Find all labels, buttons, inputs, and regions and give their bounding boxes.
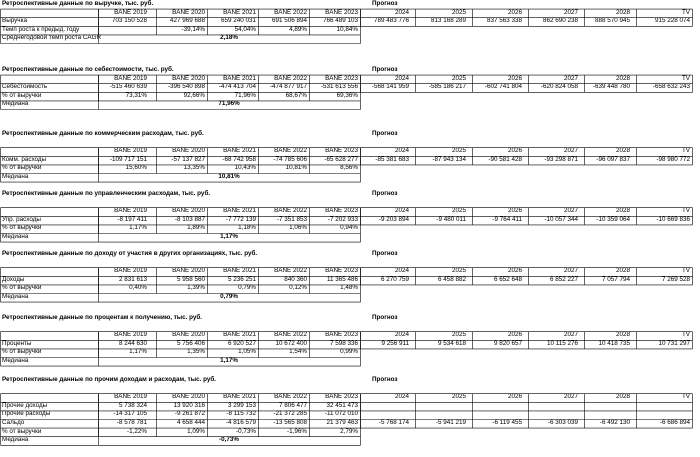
data-cell[interactable]: 3 299 153 bbox=[227, 401, 256, 409]
data-cell[interactable]: 1,48% bbox=[340, 284, 358, 292]
data-cell[interactable]: 5 958 560 bbox=[176, 275, 205, 283]
row-label[interactable]: % от выручки bbox=[2, 427, 42, 435]
forecast-header-tv[interactable]: TV bbox=[681, 207, 690, 215]
forecast-header-2027[interactable]: 2027 bbox=[563, 331, 578, 339]
forecast-cell[interactable]: -10 669 836 bbox=[656, 215, 690, 223]
forecast-header-2024[interactable]: 2024 bbox=[394, 331, 409, 339]
data-cell[interactable]: -57 137 827 bbox=[171, 155, 205, 163]
forecast-header-2024[interactable]: 2024 bbox=[394, 267, 409, 275]
data-cell[interactable]: 13,35% bbox=[183, 164, 205, 172]
data-cell[interactable]: -7 772 139 bbox=[225, 215, 256, 223]
year-header-bane-2021[interactable]: BANE 2021 bbox=[223, 267, 256, 275]
data-cell[interactable]: 0,40% bbox=[129, 284, 147, 292]
table-row bbox=[0, 224, 700, 233]
row-label[interactable]: Медиана bbox=[2, 293, 29, 300]
table-row bbox=[0, 26, 700, 35]
row-label[interactable]: Прочие доходы bbox=[2, 401, 48, 409]
forecast-cell[interactable]: 7 057 794 bbox=[601, 275, 630, 283]
data-cell[interactable]: -14 317 105 bbox=[113, 410, 147, 418]
data-cell[interactable] bbox=[98, 26, 149, 35]
median-value[interactable]: 1,17% bbox=[220, 357, 238, 364]
forecast-header-2025[interactable]: 2025 bbox=[451, 267, 466, 275]
forecast-label: Прогноз bbox=[372, 0, 398, 7]
data-cell[interactable]: 32 451 473 bbox=[326, 401, 358, 409]
row-label[interactable]: Доходы bbox=[2, 275, 25, 283]
data-cell[interactable]: -68 742 958 bbox=[222, 155, 256, 163]
forecast-header-2028[interactable]: 2028 bbox=[615, 331, 630, 339]
row-label[interactable]: Медиана bbox=[2, 436, 29, 444]
year-header-bane-2022[interactable]: BANE 2022 bbox=[274, 147, 307, 155]
table-row bbox=[0, 164, 700, 173]
section-6 bbox=[0, 314, 700, 372]
data-cell[interactable]: -8 578 781 bbox=[116, 419, 147, 426]
year-header-bane-2019[interactable]: BANE 2019 bbox=[114, 267, 147, 275]
data-cell[interactable]: -8 115 732 bbox=[226, 410, 256, 418]
table-row bbox=[0, 293, 700, 302]
header-row bbox=[0, 147, 700, 156]
forecast-header-2027[interactable]: 2027 bbox=[563, 74, 578, 82]
data-cell[interactable]: 703 150 528 bbox=[111, 17, 147, 25]
year-header-bane-2022[interactable]: BANE 2022 bbox=[274, 207, 307, 215]
year-header-bane-2023[interactable]: BANE 2023 bbox=[325, 331, 358, 339]
forecast-cell[interactable]: -90 581 428 bbox=[488, 155, 522, 163]
table-row bbox=[0, 17, 700, 26]
year-header-bane-2023[interactable]: BANE 2023 bbox=[325, 207, 358, 215]
forecast-cell[interactable]: -6 492 130 bbox=[599, 419, 630, 426]
data-cell[interactable]: -39,14% bbox=[181, 25, 205, 33]
data-cell[interactable]: 8 244 630 bbox=[118, 339, 147, 347]
year-header-bane-2020[interactable]: BANE 2020 bbox=[172, 207, 205, 215]
table-row bbox=[0, 436, 700, 445]
forecast-header-tv[interactable]: TV bbox=[681, 331, 690, 339]
row-label[interactable]: Комм. расходы bbox=[2, 155, 47, 163]
year-header-bane-2019[interactable]: BANE 2019 bbox=[114, 207, 147, 215]
row-label[interactable]: Медиана bbox=[2, 100, 29, 108]
data-cell[interactable]: -1,22% bbox=[127, 427, 147, 435]
forecast-header-2028[interactable]: 2028 bbox=[615, 147, 630, 155]
forecast-header-2028[interactable]: 2028 bbox=[615, 267, 630, 275]
row-label[interactable]: Прочие расходы bbox=[2, 410, 51, 418]
data-cell[interactable]: 73,31% bbox=[125, 91, 147, 99]
forecast-cell[interactable]: 7 269 528 bbox=[661, 275, 690, 283]
table-row bbox=[0, 216, 700, 225]
section-title: Ретроспективные данные по прочим доходам и расходам, тыс. руб. bbox=[2, 376, 217, 383]
forecast-cell[interactable]: -602 741 804 bbox=[484, 83, 522, 91]
forecast-cell[interactable]: -658 632 243 bbox=[652, 83, 690, 91]
forecast-header-2027[interactable]: 2027 bbox=[563, 8, 578, 16]
year-header-bane-2019[interactable]: BANE 2019 bbox=[114, 147, 147, 155]
table-row bbox=[0, 92, 700, 101]
data-cell[interactable]: 427 969 688 bbox=[169, 17, 205, 25]
forecast-cell[interactable]: -6 686 894 bbox=[659, 419, 690, 426]
data-cell[interactable]: -1,96% bbox=[287, 427, 307, 435]
row-label[interactable]: Медиана bbox=[2, 233, 29, 240]
forecast-cell[interactable]: 789 483 776 bbox=[373, 17, 409, 25]
forecast-label: Прогноз bbox=[372, 376, 398, 383]
data-cell[interactable]: -7 202 933 bbox=[327, 215, 358, 223]
forecast-cell[interactable]: 6 270 759 bbox=[380, 275, 409, 283]
forecast-cell[interactable]: -585 186 217 bbox=[428, 83, 466, 91]
forecast-label: Прогноз bbox=[372, 314, 398, 321]
year-header-bane-2021[interactable]: BANE 2021 bbox=[223, 393, 256, 401]
forecast-header-2025[interactable]: 2025 bbox=[451, 207, 466, 215]
data-cell[interactable]: 659 240 031 bbox=[220, 17, 256, 25]
section-3 bbox=[0, 130, 700, 188]
data-cell[interactable]: -9 261 872 bbox=[174, 410, 205, 418]
forecast-header-2026[interactable]: 2026 bbox=[507, 207, 522, 215]
table-row bbox=[0, 83, 700, 92]
table-row bbox=[0, 402, 700, 411]
row-label[interactable]: Сальдо bbox=[2, 419, 25, 426]
data-cell[interactable]: 1,06% bbox=[289, 224, 307, 232]
table-row bbox=[0, 340, 700, 349]
row-label[interactable]: % от выручки bbox=[2, 224, 42, 232]
data-cell[interactable]: 10,43% bbox=[234, 164, 256, 172]
header-row bbox=[0, 207, 700, 216]
forecast-header-2025[interactable]: 2025 bbox=[451, 8, 466, 16]
section-title: Ретроспективные данные по выручке, тыс. руб. bbox=[2, 0, 154, 7]
data-cell[interactable]: 1,35% bbox=[187, 348, 205, 356]
year-header-bane-2023[interactable]: BANE 2023 bbox=[325, 147, 358, 155]
year-header-bane-2020[interactable]: BANE 2020 bbox=[172, 147, 205, 155]
header-row bbox=[0, 393, 700, 402]
data-cell[interactable]: 7 806 477 bbox=[278, 401, 307, 409]
forecast-header-2024[interactable]: 2024 bbox=[394, 74, 409, 82]
year-header-bane-2023[interactable]: BANE 2023 bbox=[325, 74, 358, 82]
forecast-cell[interactable]: -85 381 683 bbox=[375, 155, 409, 163]
forecast-cell[interactable]: -9 764 411 bbox=[492, 215, 522, 223]
forecast-header-tv[interactable]: TV bbox=[681, 393, 690, 401]
forecast-cell[interactable]: -96 097 837 bbox=[596, 155, 630, 163]
data-cell[interactable]: -74 785 606 bbox=[273, 155, 307, 163]
data-cell[interactable]: -21 372 285 bbox=[273, 410, 307, 418]
forecast-header-tv[interactable]: TV bbox=[681, 8, 690, 16]
data-cell[interactable]: 1,39% bbox=[187, 284, 205, 292]
year-header-bane-2021[interactable]: BANE 2021 bbox=[223, 207, 256, 215]
forecast-cell[interactable]: 9 256 911 bbox=[381, 339, 409, 347]
forecast-header-2027[interactable]: 2027 bbox=[563, 393, 578, 401]
year-header-bane-2022[interactable]: BANE 2022 bbox=[274, 267, 307, 275]
median-value[interactable]: 1,17% bbox=[220, 233, 238, 240]
forecast-label: Прогноз bbox=[372, 66, 398, 73]
section-1 bbox=[0, 0, 700, 49]
table-row bbox=[0, 428, 700, 437]
year-header-bane-2021[interactable]: BANE 2021 bbox=[223, 147, 256, 155]
data-cell[interactable]: 71,96% bbox=[234, 91, 256, 99]
section-title: Ретроспективные данные по себестоимости, тыс. руб. bbox=[2, 66, 174, 73]
table-row bbox=[0, 276, 700, 285]
data-cell[interactable]: 840 360 bbox=[284, 275, 307, 283]
forecast-header-2028[interactable]: 2028 bbox=[615, 393, 630, 401]
row-label[interactable]: Упр. расходы bbox=[2, 215, 41, 223]
section-title: Ретроспективные данные по коммерческим расходам, тыс. руб. bbox=[2, 130, 204, 137]
forecast-header-2028[interactable]: 2028 bbox=[615, 74, 630, 82]
data-cell[interactable]: -13 565 808 bbox=[273, 419, 307, 426]
data-cell[interactable]: 68,67% bbox=[285, 91, 307, 99]
data-cell[interactable]: 1,17% bbox=[129, 224, 147, 232]
row-label[interactable]: % от выручки bbox=[2, 284, 42, 292]
data-cell[interactable]: 0,79% bbox=[238, 284, 256, 292]
year-header-bane-2022[interactable]: BANE 2022 bbox=[274, 331, 307, 339]
row-label[interactable]: Темп роста к предыд. году bbox=[2, 25, 80, 33]
row-label[interactable]: Среднегодовой темп роста CAGR bbox=[2, 34, 102, 42]
table-row bbox=[0, 100, 700, 109]
forecast-cell[interactable]: -9 480 011 bbox=[436, 215, 466, 223]
year-header-bane-2021[interactable]: BANE 2021 bbox=[223, 331, 256, 339]
forecast-cell[interactable]: -5 768 174 bbox=[378, 419, 409, 426]
year-header-bane-2019[interactable]: BANE 2019 bbox=[114, 74, 147, 82]
data-cell[interactable]: 11 365 486 bbox=[326, 275, 358, 283]
table-row bbox=[0, 156, 700, 165]
forecast-cell[interactable]: 10 418 735 bbox=[598, 339, 630, 347]
forecast-cell[interactable]: 813 168 289 bbox=[430, 17, 466, 25]
year-header-bane-2023[interactable]: BANE 2023 bbox=[325, 267, 358, 275]
header-row bbox=[0, 267, 700, 276]
data-cell[interactable]: 0,94% bbox=[340, 224, 358, 232]
forecast-cell[interactable]: 862 690 238 bbox=[542, 17, 578, 25]
section-7 bbox=[0, 376, 700, 451]
data-cell[interactable]: -8 197 411 bbox=[117, 215, 147, 223]
data-cell[interactable]: -8 103 887 bbox=[174, 215, 205, 223]
forecast-label: Прогноз bbox=[372, 190, 398, 197]
header-row bbox=[0, 75, 700, 84]
header-row bbox=[0, 331, 700, 340]
section-title: Ретроспективные данные по управленческим расходам, тыс. руб. bbox=[2, 190, 211, 197]
data-cell[interactable]: 15,60% bbox=[125, 164, 147, 172]
forecast-cell[interactable]: -10 057 344 bbox=[544, 215, 578, 223]
row-label[interactable]: Выручка bbox=[2, 17, 27, 25]
data-cell[interactable]: 5 738 324 bbox=[118, 401, 147, 409]
header-row bbox=[0, 9, 700, 18]
forecast-cell[interactable]: 6 652 648 bbox=[493, 275, 522, 283]
row-label[interactable]: % от выручки bbox=[2, 91, 42, 99]
data-cell[interactable]: 92,66% bbox=[183, 91, 205, 99]
forecast-header-2027[interactable]: 2027 bbox=[563, 207, 578, 215]
data-cell[interactable]: 1,89% bbox=[187, 224, 205, 232]
forecast-header-2027[interactable]: 2027 bbox=[563, 147, 578, 155]
year-header-bane-2022[interactable]: BANE 2022 bbox=[274, 8, 307, 16]
forecast-cell[interactable]: -10 359 064 bbox=[596, 215, 630, 223]
data-cell[interactable]: 10,81% bbox=[285, 164, 307, 172]
year-header-bane-2020[interactable]: BANE 2020 bbox=[172, 331, 205, 339]
year-header-bane-2020[interactable]: BANE 2020 bbox=[172, 8, 205, 16]
data-cell[interactable]: 21 379 463 bbox=[326, 419, 358, 426]
year-header-bane-2022[interactable]: BANE 2022 bbox=[274, 393, 307, 401]
forecast-cell[interactable]: 9 820 657 bbox=[493, 339, 522, 347]
table-row bbox=[0, 348, 700, 357]
section-2 bbox=[0, 66, 700, 115]
data-cell[interactable]: 69,36% bbox=[336, 91, 358, 99]
data-cell[interactable]: 2 831 613 bbox=[118, 275, 147, 283]
forecast-header-2027[interactable]: 2027 bbox=[563, 267, 578, 275]
year-header-bane-2023[interactable]: BANE 2023 bbox=[325, 393, 358, 401]
forecast-header-2024[interactable]: 2024 bbox=[394, 393, 409, 401]
median-value[interactable]: 10,81% bbox=[218, 173, 240, 180]
data-cell[interactable]: 766 489 103 bbox=[322, 17, 358, 25]
data-cell[interactable]: 2,79% bbox=[340, 427, 358, 435]
row-label[interactable]: Себестоимость bbox=[2, 83, 48, 91]
data-cell[interactable]: 0,12% bbox=[289, 284, 307, 292]
forecast-cell[interactable]: 9 534 618 bbox=[437, 339, 466, 347]
year-header-bane-2022[interactable]: BANE 2022 bbox=[274, 74, 307, 82]
forecast-header-2025[interactable]: 2025 bbox=[451, 147, 466, 155]
forecast-header-2025[interactable]: 2025 bbox=[451, 393, 466, 401]
data-cell[interactable]: 8,56% bbox=[340, 164, 358, 172]
forecast-header-2024[interactable]: 2024 bbox=[394, 8, 409, 16]
forecast-header-2026[interactable]: 2026 bbox=[507, 393, 522, 401]
forecast-cell[interactable]: 6 458 882 bbox=[437, 275, 466, 283]
forecast-header-2026[interactable]: 2026 bbox=[507, 8, 522, 16]
year-header-bane-2021[interactable]: BANE 2021 bbox=[223, 8, 256, 16]
section-title: Ретроспективные данные по процентам к получению, тыс. руб. bbox=[2, 314, 203, 321]
forecast-header-2028[interactable]: 2028 bbox=[615, 8, 630, 16]
forecast-header-2026[interactable]: 2026 bbox=[507, 74, 522, 82]
year-header-bane-2023[interactable]: BANE 2023 bbox=[325, 8, 358, 16]
row-label[interactable]: Проценты bbox=[2, 339, 32, 347]
data-cell[interactable]: -0,73% bbox=[236, 427, 256, 435]
table-row bbox=[0, 419, 700, 428]
data-cell[interactable]: 1,09% bbox=[187, 427, 205, 435]
forecast-cell[interactable]: -9 203 894 bbox=[378, 215, 409, 223]
data-cell[interactable]: -396 540 898 bbox=[167, 83, 205, 91]
forecast-cell[interactable]: 10 115 276 bbox=[546, 339, 578, 347]
year-header-bane-2020[interactable]: BANE 2020 bbox=[172, 267, 205, 275]
forecast-cell[interactable]: 888 570 945 bbox=[594, 17, 630, 25]
data-cell[interactable]: 10 672 400 bbox=[275, 339, 307, 347]
data-cell[interactable]: 10,84% bbox=[336, 25, 358, 33]
row-label[interactable]: Медиана bbox=[2, 173, 29, 180]
data-cell[interactable]: 691 506 894 bbox=[271, 17, 307, 25]
section-title: Ретроспективные данные по доходу от участия в других организациях, тыс. руб. bbox=[2, 250, 258, 257]
forecast-cell[interactable]: 915 228 074 bbox=[654, 17, 690, 25]
data-cell[interactable]: 5 236 251 bbox=[227, 275, 256, 283]
data-cell[interactable]: 1,54% bbox=[289, 348, 307, 356]
year-header-bane-2021[interactable]: BANE 2021 bbox=[223, 74, 256, 82]
forecast-cell[interactable]: 837 563 338 bbox=[486, 17, 522, 25]
data-cell[interactable]: 0,99% bbox=[340, 348, 358, 356]
year-header-bane-2020[interactable]: BANE 2020 bbox=[172, 393, 205, 401]
forecast-header-2025[interactable]: 2025 bbox=[451, 74, 466, 82]
data-cell[interactable]: 7 598 336 bbox=[329, 339, 358, 347]
row-label[interactable]: % от выручки bbox=[2, 164, 42, 172]
data-cell[interactable]: -109 717 151 bbox=[109, 155, 147, 163]
forecast-cell[interactable]: -98 980 772 bbox=[656, 155, 690, 163]
table-row bbox=[0, 284, 700, 293]
forecast-header-tv[interactable]: TV bbox=[681, 267, 690, 275]
year-header-bane-2019[interactable]: BANE 2019 bbox=[114, 331, 147, 339]
data-cell[interactable]: 13 920 316 bbox=[173, 401, 205, 409]
forecast-header-2026[interactable]: 2026 bbox=[507, 331, 522, 339]
table-row bbox=[0, 173, 700, 182]
data-cell[interactable]: -4 816 579 bbox=[225, 419, 256, 426]
data-cell[interactable]: 4,89% bbox=[289, 25, 307, 33]
forecast-header-2024[interactable]: 2024 bbox=[394, 207, 409, 215]
forecast-cell[interactable]: -93 298 871 bbox=[544, 155, 578, 163]
forecast-header-2024[interactable]: 2024 bbox=[394, 147, 409, 155]
forecast-header-tv[interactable]: TV bbox=[681, 74, 690, 82]
year-header-bane-2019[interactable]: BANE 2019 bbox=[114, 393, 147, 401]
data-cell[interactable]: -65 628 277 bbox=[324, 155, 358, 163]
year-header-bane-2019[interactable]: BANE 2019 bbox=[114, 8, 147, 16]
data-cell[interactable]: -531 613 556 bbox=[320, 83, 358, 91]
data-cell[interactable]: 1,17% bbox=[129, 348, 147, 356]
forecast-header-tv[interactable]: TV bbox=[681, 147, 690, 155]
data-cell[interactable]: -7 351 853 bbox=[276, 215, 307, 223]
median-value[interactable]: -0,73% bbox=[219, 436, 239, 444]
data-cell[interactable]: -515 460 639 bbox=[109, 83, 147, 91]
forecast-cell[interactable]: -639 448 780 bbox=[592, 83, 630, 91]
forecast-cell[interactable]: -568 141 959 bbox=[371, 83, 409, 91]
table-row bbox=[0, 410, 700, 419]
forecast-label: Прогноз bbox=[372, 250, 398, 257]
forecast-cell[interactable]: -5 941 219 bbox=[435, 419, 466, 426]
data-cell[interactable]: -474 413 704 bbox=[218, 83, 256, 91]
forecast-cell[interactable]: 10 731 297 bbox=[658, 339, 690, 347]
data-cell[interactable]: -474 877 917 bbox=[269, 83, 307, 91]
forecast-cell[interactable]: -6 119 455 bbox=[492, 419, 522, 426]
data-cell[interactable]: 1,18% bbox=[238, 224, 256, 232]
table-row bbox=[0, 34, 700, 43]
data-cell[interactable]: 54,04% bbox=[234, 25, 256, 33]
median-value[interactable]: 71,96% bbox=[218, 100, 240, 108]
median-value[interactable]: 2,18% bbox=[220, 34, 238, 42]
section-5 bbox=[0, 250, 700, 308]
forecast-header-2025[interactable]: 2025 bbox=[451, 331, 466, 339]
table-row bbox=[0, 357, 700, 366]
data-cell[interactable]: 5 756 406 bbox=[176, 339, 205, 347]
data-cell[interactable]: 4 658 444 bbox=[176, 419, 205, 426]
row-label[interactable]: Медиана bbox=[2, 357, 29, 364]
forecast-cell[interactable]: -87 943 134 bbox=[432, 155, 466, 163]
row-label[interactable]: % от выручки bbox=[2, 348, 42, 356]
forecast-cell[interactable]: -6 303 039 bbox=[547, 419, 578, 426]
forecast-header-2026[interactable]: 2026 bbox=[507, 147, 522, 155]
forecast-cell[interactable]: -620 824 058 bbox=[540, 83, 578, 91]
data-cell[interactable]: 6 920 527 bbox=[227, 339, 256, 347]
forecast-header-2028[interactable]: 2028 bbox=[615, 207, 630, 215]
data-cell[interactable]: -11 072 010 bbox=[324, 410, 358, 418]
section-4 bbox=[0, 190, 700, 248]
forecast-header-2026[interactable]: 2026 bbox=[507, 267, 522, 275]
table-row bbox=[0, 233, 700, 242]
forecast-label: Прогноз bbox=[372, 130, 398, 137]
data-cell[interactable]: 1,05% bbox=[238, 348, 256, 356]
forecast-cell[interactable]: 6 852 227 bbox=[549, 275, 578, 283]
year-header-bane-2020[interactable]: BANE 2020 bbox=[172, 74, 205, 82]
median-value[interactable]: 0,79% bbox=[220, 293, 238, 300]
